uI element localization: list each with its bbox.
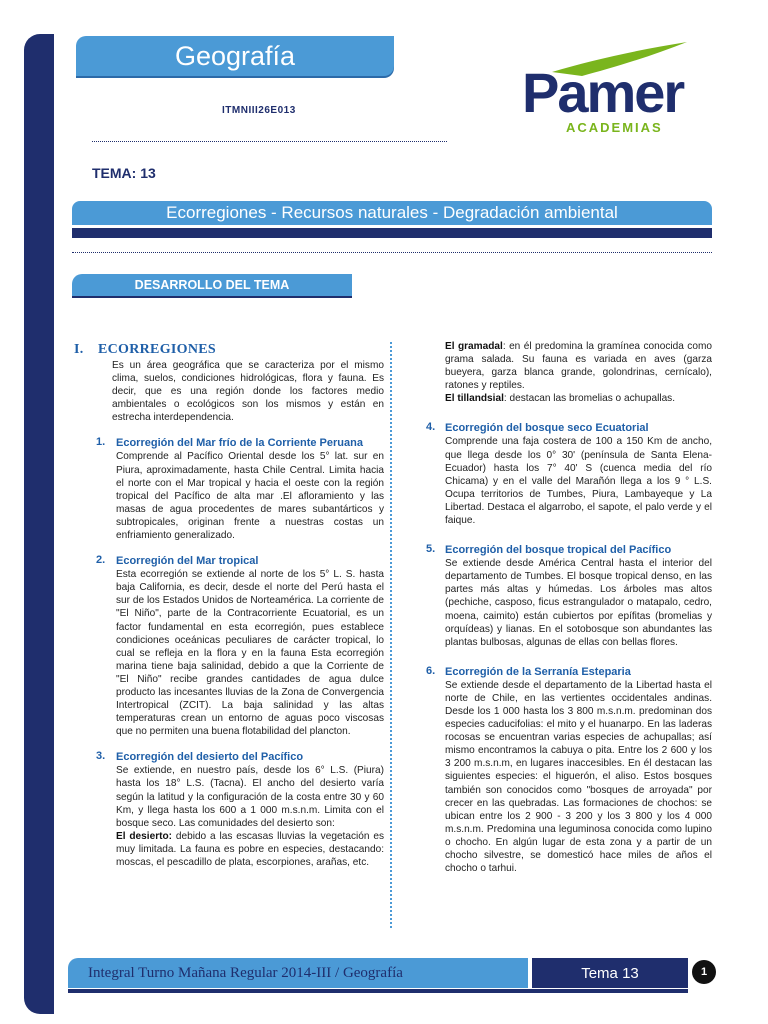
topic-banner [72, 201, 712, 225]
footer-course-banner [68, 958, 528, 988]
column-divider [390, 342, 392, 928]
left-column [96, 342, 385, 869]
dotted-divider [72, 252, 712, 253]
item-subtext [112, 830, 384, 869]
page-number: 1 [692, 960, 716, 984]
logo-word: Pamer [522, 61, 684, 124]
section-title: ECORREGIONES [98, 342, 216, 357]
bold-term-text: debido a las escasas lluvias la vegetación es muy limitada. La fauna es pobre en especies, destacando: moscas, el pescadillo de plata, escorpiones, arañas, etc. [116, 830, 385, 868]
footer-tema: Tema 13 [581, 964, 639, 982]
gramadal-paragraph [428, 340, 712, 392]
item-number: 4. [426, 421, 436, 434]
subject-banner [76, 36, 394, 76]
ecoregion-item [428, 665, 712, 875]
ecoregion-item [96, 436, 384, 542]
pamer-logo [522, 38, 722, 138]
section-tab [72, 274, 352, 296]
item-title: Ecorregión del desierto del Pacífico [116, 751, 304, 764]
tillandsial-paragraph [428, 392, 712, 405]
item-number: 3. [96, 750, 106, 763]
item-text: Se extiende, en nuestro país, desde los 6° L.S. (Piura) hasta los 18° L.S. (Tacna). El ancho del desierto varía según la latitud y la configuración de la costa entre 30 y 60 Km, y llega hasta los 600 a 1 000 m.s.n.m. Limita con el bosque seco. Las comunidades del desierto son: [116, 765, 384, 829]
item-title: Ecorregión del bosque tropical del Pacífico [445, 544, 672, 557]
document-code: ITMNIII26E013 [222, 105, 296, 116]
item-title: Ecorregión del bosque seco Ecuatorial [445, 422, 649, 435]
footer-bar [68, 989, 688, 993]
tillandsial-term: El tillandsial [445, 393, 504, 405]
gramadal-term: El gramadal [445, 341, 503, 352]
ecoregion-item [428, 543, 712, 649]
section-tab-label: DESARROLLO DEL TEMA [134, 278, 290, 292]
section-rule [72, 296, 352, 298]
tillandsial-text: : destacan las bromelias o achupallas. [503, 393, 676, 405]
ecoregion-item [428, 421, 712, 527]
logo-subtitle: ACADEMIAS [566, 120, 663, 135]
right-column [428, 340, 712, 875]
gramadal-text: : en él predomina la gramínea conocida como grama salada. Su fauna es variada en aves (garza bueyera, garza blanca grande, golondrinas, cernícalo), ratones y reptiles. [445, 341, 712, 392]
bold-term: El desierto: [116, 830, 173, 842]
item-text: Se extiende desde América Central hasta el interior del departamento de Tumbes. El bosque tropical denso, en las partes más altas y húmedas. Los árboles mas altos (pechiche, casposo, ficus estrangulador o matapalo, cedro, moena, caimito) están cubiertos por epífitas (bromelias y orquídeas) y lianas. En el sotobosque son abundantes las plantas bulbosas, algunas de ellas con bellas flores. [445, 558, 712, 648]
item-title: Ecorregión de la Serranía Esteparia [445, 665, 631, 678]
item-number: 1. [96, 436, 106, 449]
dotted-divider [92, 141, 447, 142]
tema-label: TEMA: 13 [92, 165, 156, 181]
topic-title: Ecorregiones - Recursos naturales - Degradación ambiental [166, 203, 618, 222]
topic-bar [72, 228, 712, 238]
ecoregion-item [96, 750, 385, 869]
item-text: Comprende al Pacífico Oriental desde los 5° lat. sur en Piura, aproximadamente, hasta Chile Central. Limita hacia el norte con el Mar tropical y hacia el oeste con la región tropical del Pacífico de alta mar .El afloramiento y las masas de agua procedentes de mares subantárticos y subtropicales, originan frente a nuestras costas un enfriamiento generalizado. [116, 451, 384, 542]
footer-tema-banner [532, 958, 688, 988]
item-title: Ecorregión del Mar tropical [116, 555, 259, 568]
subject-title: Geografía [174, 40, 296, 71]
item-title: Ecorregión del Mar frío de la Corriente Peruana [116, 437, 363, 450]
item-text: Comprende una faja costera de 100 a 150 Km de ancho, que llega desde los 0° 30' (península de Santa Elena-Ecuador) hasta los 7° 40' S (cuenca media del río Chicama) y en el valle del Marañón llega a los 9 ° L.S. Ocupa territorios de Tumbes, Piura, Lambayeque y La Libertad. Destaca el algarrobo, el sapote, el palo verde y el faique. [445, 436, 712, 527]
desert-communities [428, 340, 712, 405]
footer-course: Integral Turno Mañana Regular 2014-III / Geografía [88, 964, 403, 981]
item-text: Esta ecorregión se extiende al norte de los 5° L. S. hasta baja California, es decir, desde el norte del Perú hasta el sur de los Estados Unidos de Norteamérica. La corriente de "El Niño", parte de la Contracorriente Ecuatorial, es un factor fundamental en esta ecorregión, pues establece condiciones oceánicas peculiares de carácter tropical, lo cual se refleja en la flora y en la fauna Esta ecorregión marina tiene baja salinidad, debido a que la Corriente de "El Niño" recibe grandes cantidades de agua dulce producto las incesantes lluvias de la Zona de Convergencia Intertropical (ZCIT). La baja salinidad y las altas temperaturas crean un entorno de aguas poco viscosas que no permiten una buena flotabilidad del plancton. [116, 569, 384, 738]
ecoregion-item [96, 554, 384, 738]
item-number: 2. [96, 554, 106, 567]
section-number: I. [74, 342, 84, 357]
item-number: 6. [426, 664, 436, 677]
item-number: 5. [426, 543, 436, 556]
item-text: Se extiende desde el departamento de la Libertad hasta el norte de Chile, en las vertientes occidentales andinas. Desde los 1 000 hasta los 3 800 m.s.n.m. predominan dos especies caducifolias: el mito y el huanarpo. En las laderas rocosas se encuentran varias especies de achupallas; así mismo encontramos la cabuya o pita. Entre los 2 600 y los 3 200 m.s.n.m, en lugares inaccesibles. En él destacan las siguientes especies: el higuerón, el aliso. Estos bosques también son conocidos como "bosques de arroyada" por crecer en las quebradas. Las formaciones de chochos: se ubican entre los 2 900 - 3 200 y los 3 800 y los 4 000 m.s.n.m. Predomina una leguminosa conocida como lupino o chocho. En algún lugar de esta zona y a partir de un chocho silvestre, se domesticó hace miles de años el chocho o tarhui. [445, 679, 712, 875]
section-intro: Es un área geográfica que se caracteriza por el mismo clima, suelos, condiciones hidrológicas, flora y fauna. Es decir, que es una región donde los factores medio ambientales o ecológicos son los mismos y están en estrecha interdependencia. [112, 360, 384, 424]
page-spine [24, 34, 54, 1014]
